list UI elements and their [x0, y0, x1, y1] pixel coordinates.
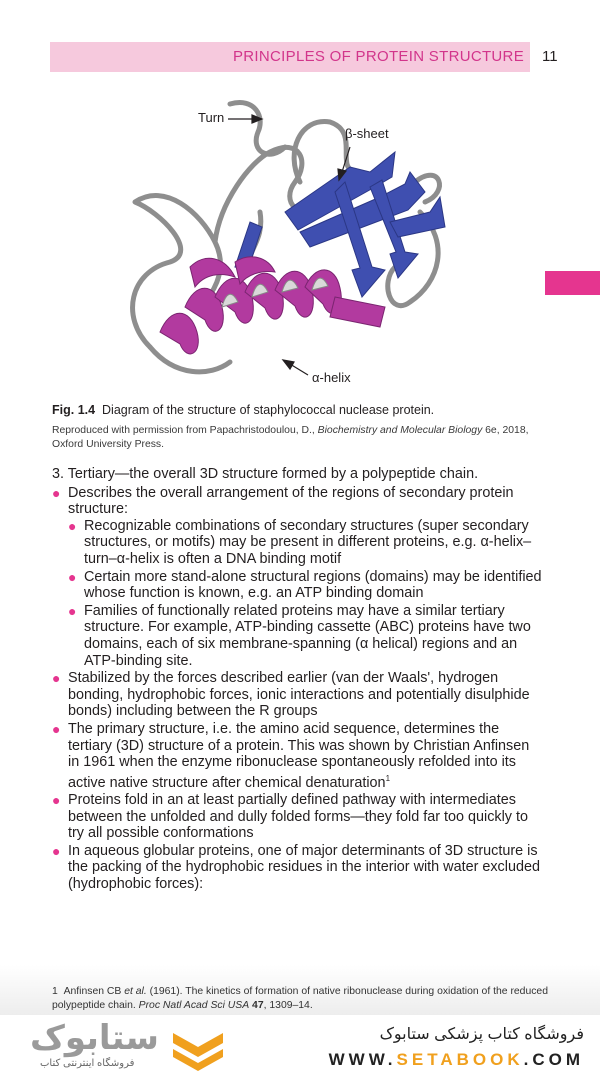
figure-credit [52, 424, 542, 452]
list-item-text: Proteins fold in an at least partially defined pathway with intermediates between the unfolded and dully folded forms—they fold far too quickly to try all possible conformations [68, 792, 528, 842]
footnote-volume: 47 [252, 1000, 264, 1011]
running-header-title: PRINCIPLES OF PROTEIN STRUCTURE [233, 48, 524, 65]
sub-bullet-list [68, 518, 544, 669]
credit-pre: Reproduced with permission from Papachristodoulou, D., [52, 425, 318, 436]
running-header [50, 42, 530, 72]
logo-wordmark: ستابوک [30, 1019, 159, 1057]
bullet-icon: ● [68, 602, 77, 619]
footnote-journal: Proc Natl Acad Sci USA [138, 1000, 250, 1011]
list-item-text: Recognizable combinations of secondary structures (super secondary structures, or motifs) may be present in different proteins, e.g. α-helix–turn–α-helix is often a DNA binding motif [84, 517, 532, 567]
store-website [329, 1050, 584, 1070]
bullet-icon: ● [68, 568, 77, 585]
numbered-item-tertiary: 3. Tertiary—the overall 3D structure formed by a polypeptide chain. [52, 466, 479, 482]
beta-sheet-label: β-sheet [345, 126, 389, 141]
list-item [52, 485, 544, 670]
page-number: 11 [542, 48, 558, 65]
list-item [52, 792, 544, 842]
list-item-text: Stabilized by the forces described earlier (van der Waals', hydrogen bonding, hydrophobic forces, ionic interactions and potentially disulphide bonds) including between the R groups [68, 670, 530, 720]
bullet-icon: ● [52, 792, 61, 809]
website-prefix: WWW. [328, 1050, 397, 1069]
list-item-text: Families of functionally related proteins may have a similar tertiary structure. For example, ATP-binding cassette (ABC) proteins have two domains, each of six membrane-spanning (α helical) regions and an ATP-binding site. [84, 602, 531, 669]
list-item-text: In aqueous globular proteins, one of major determinants of 3D structure is the packing of the hydrophobic residues in the interior with water excluded (hydrophobic forces): [68, 842, 540, 893]
footnote-ref: 1 [385, 773, 391, 783]
list-item [68, 518, 544, 568]
body-text [52, 466, 544, 894]
footnote-title: (1961). The kinetics of formation of native ribonuclease during oxidation of the reduced polypeptide chain. [52, 986, 548, 1011]
list-item [52, 670, 544, 720]
list-item [68, 569, 544, 602]
footnote-authors: Anfinsen CB [63, 986, 125, 997]
protein-structure-figure [0, 92, 600, 392]
logo-subtitle: فروشگاه اینترنتی کتاب [40, 1058, 135, 1069]
list-item-text: Certain more stand-alone structural regions (domains) may be identified whose function is known, e.g. an ATP binding domain [84, 568, 542, 602]
list-item [68, 603, 544, 669]
bullet-icon: ● [52, 720, 61, 737]
bullet-icon: ● [52, 670, 61, 687]
protein-ribbon-diagram [0, 92, 600, 392]
alpha-helix-label: α-helix [312, 370, 351, 385]
figure-caption-label: Fig. 1.4 [52, 403, 96, 417]
list-item-text: The primary structure, i.e. the amino acid sequence, determines the tertiary (3D) structure of a protein. This was shown by Christian Anfinsen in 1961 when the enzyme ribonuclease spontaneously refolded into its active native structure after chemical denaturation [68, 720, 530, 791]
bullet-list [52, 485, 544, 893]
footnote-number: 1 [52, 986, 58, 997]
turn-label: Turn [198, 110, 225, 125]
footnote [52, 985, 552, 1013]
credit-post: 6e, 2018, Oxford University Press. [52, 425, 529, 450]
footnote-etal: et al. [124, 986, 147, 997]
bullet-icon: ● [52, 842, 61, 859]
bullet-icon: ● [68, 517, 77, 534]
figure-caption [52, 402, 542, 418]
list-item [52, 843, 544, 893]
credit-book-title: Biochemistry and Molecular Biology [317, 425, 483, 436]
website-highlight: SETABOOK [396, 1050, 524, 1069]
footnote-pages: , 1309–14. [263, 1000, 313, 1011]
list-item-text: Describes the overall arrangement of the regions of secondary protein structure: [68, 484, 514, 518]
alpha-helix [160, 257, 385, 354]
store-name: فروشگاه کتاب پزشکی ستابوک [379, 1026, 584, 1043]
bullet-icon: ● [52, 484, 61, 501]
list-item [52, 721, 544, 791]
website-suffix: .COM [523, 1050, 584, 1069]
setabook-logo-icon [168, 1023, 228, 1073]
figure-caption-text: Diagram of the structure of staphylococcal nuclease protein. [102, 403, 435, 417]
